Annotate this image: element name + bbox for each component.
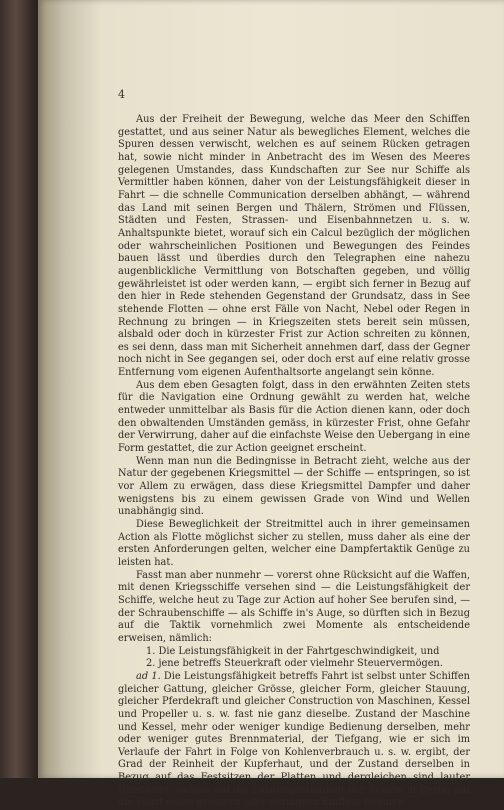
paragraph xyxy=(118,671,470,810)
page-gutter-shadow xyxy=(38,0,102,778)
paragraph-text: Die Leistungsfähigkeit betreffs Fahrt ist selbst unter Schiffen gleicher Gattung, gleicher Grösse, gleicher Form, gleicher Stauung, gleicher Pferdekraft und gleicher Construction von Maschinen, Kessel und Propeller u. s. w. fast nie ganz dieselbe. Zustand der Maschine und Kessel, mehr oder weniger kundige Bedienung derselben, mehr oder weniger gutes Brennmaterial, der Tiefgang, wie er sich im Verlaufe der Fahrt in Folge von Kohlenverbrauch u. s. w. ergibt, der Grad der Reinheit der Kupferhaut, und der Zustand derselben in Bezug auf das Festsitzen der Platten und dergleichen sind lauter Umstände, welche auf die Leistungsfähigkeit der Schiffe in Bezug auf die Fahrt einen grössern oder geringern Einfluss nehmen. xyxy=(118,670,470,809)
list-item: 1. Die Leistungsfähigkeit in der Fahrtgeschwindigkeit, und xyxy=(146,645,440,657)
paragraph: Wenn man nun die Bedingnisse in Betracht zieht, welche aus der Natur der gegebenen Kriegsmittel — der Schiffe — entspringen, so ist vor Allem zu erwägen, dass diese Kriegsmittel Dampfer und daher wenigstens bis zu einem gewissen Grade von Wind und Wellen unabhängig sind. xyxy=(118,455,470,518)
paragraph-lead: ad 1. xyxy=(136,670,161,682)
paragraph: Aus der Freiheit der Bewegung, welche das Meer den Schiffen gestattet, und aus seiner Natur als bewegliches Element, welches die Spuren dessen verwischt, welchen es auf seinem Rücken getragen hat, sowie nicht minder in Anbetracht des im Wesen des Meeres gelegenen Umstandes, dass Kundschaften zur See nur Schiffe als Vermittler haben können, daher von der Leistungsfähigkeit dieser in Fahrt — die schnelle Communication derselben abhängt, — während das Land mit seinen Bergen und Thälern, Strömen und Flüssen, Städten und Festen, Strassen- und Eisenbahnnetzen u. s. w. Anhaltspunkte bietet, worauf sich ein Calcul bezüglich der möglichen oder wahrscheinlichen Positionen und Bewegungen des Feindes bauen lässt und überdies durch den Telegraphen eine nahezu augenblickliche Vermittlung von Botschaften gegeben, und völlig gewährleistet ist oder werden kann, — ergibt sich ferner in Bezug auf den hier in Rede stehenden Gegenstand der Grundsatz, dass in See stehende Flotten — ohne erst Fälle von Nacht, Nebel oder Regen in Rechnung zu bringen — in Kriegszeiten stets bereit sein müssen, alsbald oder doch in kürzester Frist zur Action schreiten zu können, es sei denn, dass man mit Sicherheit annehmen darf, dass der Gegner noch nicht in See gegangen sei, oder doch erst auf eine relativ grosse Entfernung vom eigenen Aufenthaltsorte angelangt sein könne. xyxy=(118,114,470,379)
paragraph: Aus dem eben Gesagten folgt, dass in den erwähnten Zeiten stets für die Navigation eine Ordnung gewählt zu werden hat, welche entweder unmittelbar als Basis für die Action dienen kann, oder doch den obwaltenden Umständen gemäss, in kürzester Frist, ohne Gefahr der Verwirrung, daher auf die einfachste Weise den Uebergang in eine Form gestattet, die zur Action geeignet erscheint. xyxy=(118,379,470,455)
paragraph: Fasst man aber nunmehr — vorerst ohne Rücksicht auf die Waffen, mit denen Kriegsschiffe versehen sind — die Leistungsfähigkeit der Schiffe, welche heut zu Tage zur Action auf hoher See berufen sind, — der Schraubenschiffe — als Schiffe in's Auge, so dürften sich in Bezug auf die Taktik vornehmlich zwei Momente als entscheidende erweisen, nämlich: xyxy=(118,569,470,644)
page-number: 4 xyxy=(118,88,125,101)
page-body-text xyxy=(118,114,470,810)
list-item: 2. jene betreffs Steuerkraft oder vielmehr Steuervermögen. xyxy=(146,658,443,670)
book-binding xyxy=(0,0,36,778)
paragraph: Diese Beweglichkeit der Streitmittel auch in ihrer gemeinsamen Action als Flotte möglichst sicher zu stellen, muss daher als eine der ersten Anforderungen gelten, welcher eine Dampfertaktik Genüge zu leisten hat. xyxy=(118,519,470,568)
